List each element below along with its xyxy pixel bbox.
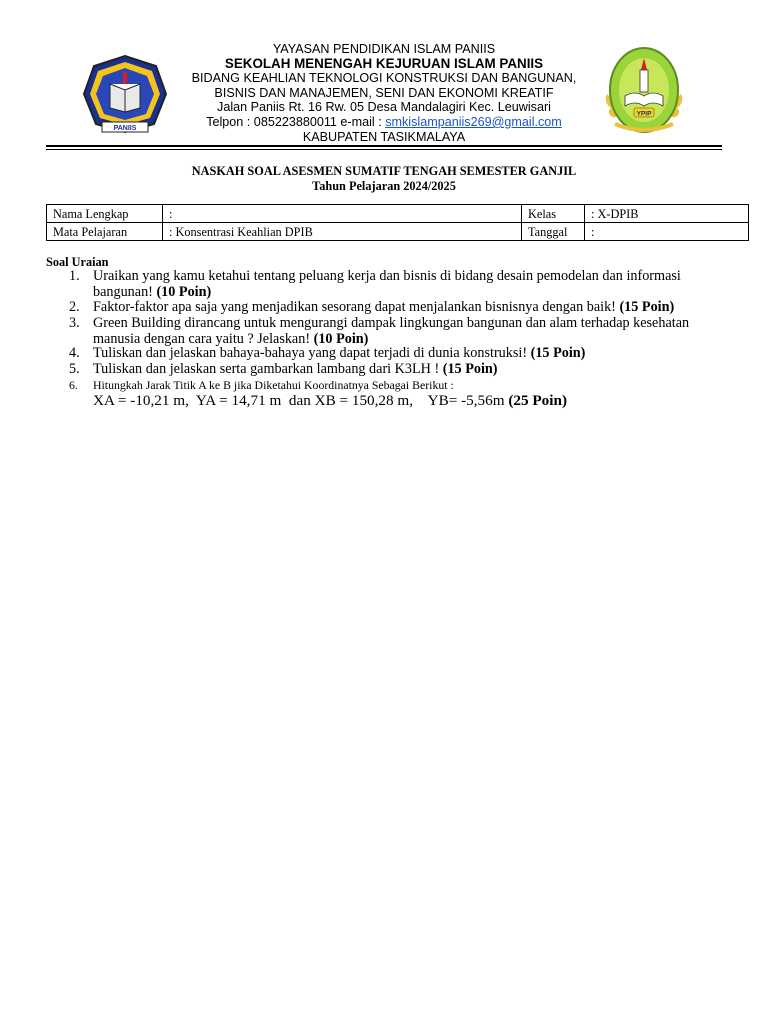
student-identity-table (46, 204, 749, 241)
question-body: Tuliskan dan jelaskan bahaya-bahaya yang dapat terjadi di dunia konstruksi! (93, 345, 531, 361)
table-row (47, 223, 749, 241)
question-body: Hitungkah Jarak Titik A ke B jika Diketahui Koordinatnya Sebagai Berikut : (93, 378, 454, 392)
coordinate-text: XA = -10,21 m, YA = 14,71 m dan XB = 150,28 m, YB= -5,56m (93, 392, 509, 409)
coordinate-values (93, 392, 567, 410)
question-number: 4. (69, 345, 80, 361)
question-number: 1. (69, 268, 80, 284)
question-points: (15 Poin) (619, 299, 675, 315)
question-points: (15 Poin) (442, 361, 498, 377)
question-number: 6. (69, 378, 78, 392)
school-name: SEKOLAH MENENGAH KEJURUAN ISLAM PANIIS (224, 55, 544, 71)
question-body: Tuliskan dan jelaskan serta gambarkan lambang dari K3LH ! (93, 361, 443, 377)
exam-title-line-2: Tahun Pelajaran 2024/2025 (312, 178, 456, 193)
exam-title (0, 164, 768, 193)
email-link[interactable]: smkislampaniis269@gmail.com (385, 114, 562, 129)
question-text (93, 362, 696, 378)
question-number: 5. (69, 361, 80, 377)
foundation-name: YAYASAN PENDIDIKAN ISLAM PANIIS (272, 42, 496, 56)
name-value: : (163, 205, 522, 223)
question-points: (15 Poin) (530, 345, 586, 361)
left-logo-bottom-text: PANIIS (113, 125, 137, 132)
question-text (93, 269, 696, 300)
question-number: 2. (69, 299, 80, 315)
exam-title-line-1: NASKAH SOAL ASESMEN SUMATIF TENGAH SEMESTER GANJIL (191, 164, 577, 178)
header-divider-thick (46, 145, 722, 147)
letterhead (46, 42, 722, 146)
class-value: : X-DPIB (585, 205, 749, 223)
name-label: Nama Lengkap (47, 205, 163, 223)
question-points: (10 Poin) (156, 283, 212, 300)
contact-line (146, 115, 622, 130)
subject-label: Mata Pelajaran (47, 223, 163, 241)
question-body: Green Building dirancang untuk mengurangi dampak lingkungan bangunan dan alam terhadap kesehatan manusia dengan cara yaitu ? Jelaskan! (93, 315, 690, 347)
subject-value: : Konsentrasi Keahlian DPIB (163, 223, 522, 241)
header-divider-thin (46, 149, 722, 150)
question-number: 3. (69, 315, 80, 331)
regency-name: KABUPATEN TASIKMALAYA (302, 129, 466, 144)
question-body: Faktor-faktor apa saja yang menjadikan sesorang dapat menjalankan bisnisnya dengan baik! (93, 299, 620, 315)
question-text (93, 346, 696, 362)
school-identity (146, 42, 622, 144)
question-points: (10 Poin) (313, 330, 369, 347)
question-text (93, 300, 696, 316)
school-address: Jalan Paniis Rt. 16 Rw. 05 Desa Mandalagiri Kec. Leuwisari (217, 100, 551, 115)
question-text (93, 316, 696, 347)
date-label: Tanggal (522, 223, 585, 241)
section-title: Soal Uraian (46, 255, 109, 269)
program-line-2: BISNIS DAN MANAJEMEN, SENI DAN EKONOMI KREATIF (214, 85, 554, 100)
program-line-1: BIDANG KEAHLIAN TEKNOLOGI KONSTRUKSI DAN BANGUNAN, (191, 71, 577, 86)
coordinate-points: (25 Poin) (508, 392, 567, 409)
right-logo-badge-text: YPIP (636, 110, 652, 118)
phone-text: Telpon : 085223880011 e-mail : (206, 114, 386, 129)
table-row (47, 205, 749, 223)
question-body: Uraikan yang kamu ketahui tentang peluang kerja dan bisnis di bidang desain pemodelan dan informasi bangunan! (93, 268, 681, 300)
date-value: : (585, 223, 749, 241)
class-label: Kelas (522, 205, 585, 223)
